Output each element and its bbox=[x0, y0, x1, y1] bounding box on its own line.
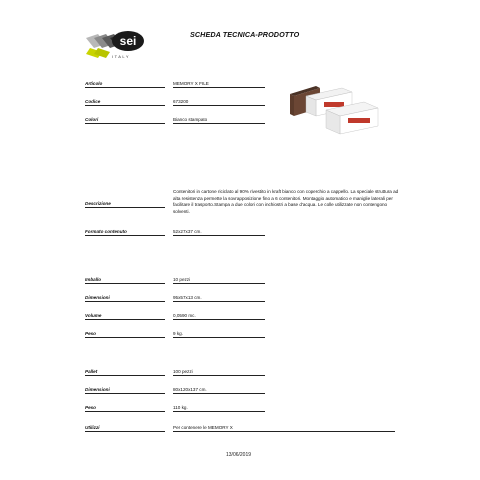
value-peso-pallet: 110 kg. bbox=[173, 405, 265, 412]
row-pallet bbox=[85, 366, 405, 376]
label-peso-imballo: Peso bbox=[85, 331, 165, 338]
label-peso-pallet: Peso bbox=[85, 405, 165, 412]
document-date: 13/06/2019 bbox=[226, 452, 252, 458]
row-peso-pallet bbox=[85, 402, 405, 412]
value-formato: 52x27x37 cm. bbox=[173, 229, 265, 236]
value-dimensioni-pallet: 80x120x137 cm. bbox=[173, 387, 265, 394]
sei-logo bbox=[84, 24, 150, 68]
row-imballo bbox=[85, 274, 405, 284]
label-formato: Formato contenuto bbox=[85, 229, 165, 236]
value-dimensioni-imballo: 95x57x13 cm. bbox=[173, 295, 265, 302]
label-imballo: Imballo bbox=[85, 277, 165, 284]
value-utilizzi: Per contenere le MEMORY X bbox=[173, 425, 395, 432]
label-dimensioni-imballo: Dimensioni bbox=[85, 295, 165, 302]
row-formato bbox=[85, 226, 405, 236]
value-articolo: MEMORY X FILE bbox=[173, 81, 265, 88]
row-dimensioni-imballo bbox=[85, 292, 405, 302]
value-peso-imballo: 9 kg. bbox=[173, 331, 265, 338]
label-codice: Codice bbox=[85, 99, 165, 106]
row-codice bbox=[85, 96, 405, 106]
page-title: SCHEDA TECNICA-PRODOTTO bbox=[190, 30, 300, 39]
label-descrizione: Descrizione bbox=[85, 201, 165, 208]
value-colori: Bianco stampato bbox=[173, 117, 265, 124]
value-descrizione: Contenitori in cartone riciclato al 90% rivestito in kraft bianco con coperchio a cappello. La speciale struttura ad alta resistenza permette la sovrapposizione fino a 6 contenitori. Montaggio automatico e maniglie laterali per facilitare il trasporto.Stampa a due colori con inchiostri a base d'acqua. Le colle utilizzate non contengono solventi. bbox=[173, 189, 399, 214]
row-utilizzi bbox=[85, 422, 405, 432]
label-colori: Colori bbox=[85, 117, 165, 124]
label-utilizzi: Utilizzi bbox=[85, 425, 165, 432]
logo-text: sei bbox=[119, 34, 137, 48]
label-dimensioni-pallet: Dimensioni bbox=[85, 387, 165, 394]
row-articolo bbox=[85, 78, 405, 88]
value-pallet: 100 pezzi bbox=[173, 369, 265, 376]
logo-tagline: ITALY bbox=[112, 54, 131, 59]
row-colori bbox=[85, 114, 405, 124]
label-articolo: Articolo bbox=[85, 81, 165, 88]
value-imballo: 10 pezzi bbox=[173, 277, 265, 284]
label-volume: Volume bbox=[85, 313, 165, 320]
row-peso-imballo bbox=[85, 328, 405, 338]
row-volume bbox=[85, 310, 405, 320]
row-dimensioni-pallet bbox=[85, 384, 405, 394]
product-image bbox=[286, 80, 386, 136]
value-volume: 0,0590 mc. bbox=[173, 313, 265, 320]
label-pallet: Pallet bbox=[85, 369, 165, 376]
value-codice: 673200 bbox=[173, 99, 265, 106]
